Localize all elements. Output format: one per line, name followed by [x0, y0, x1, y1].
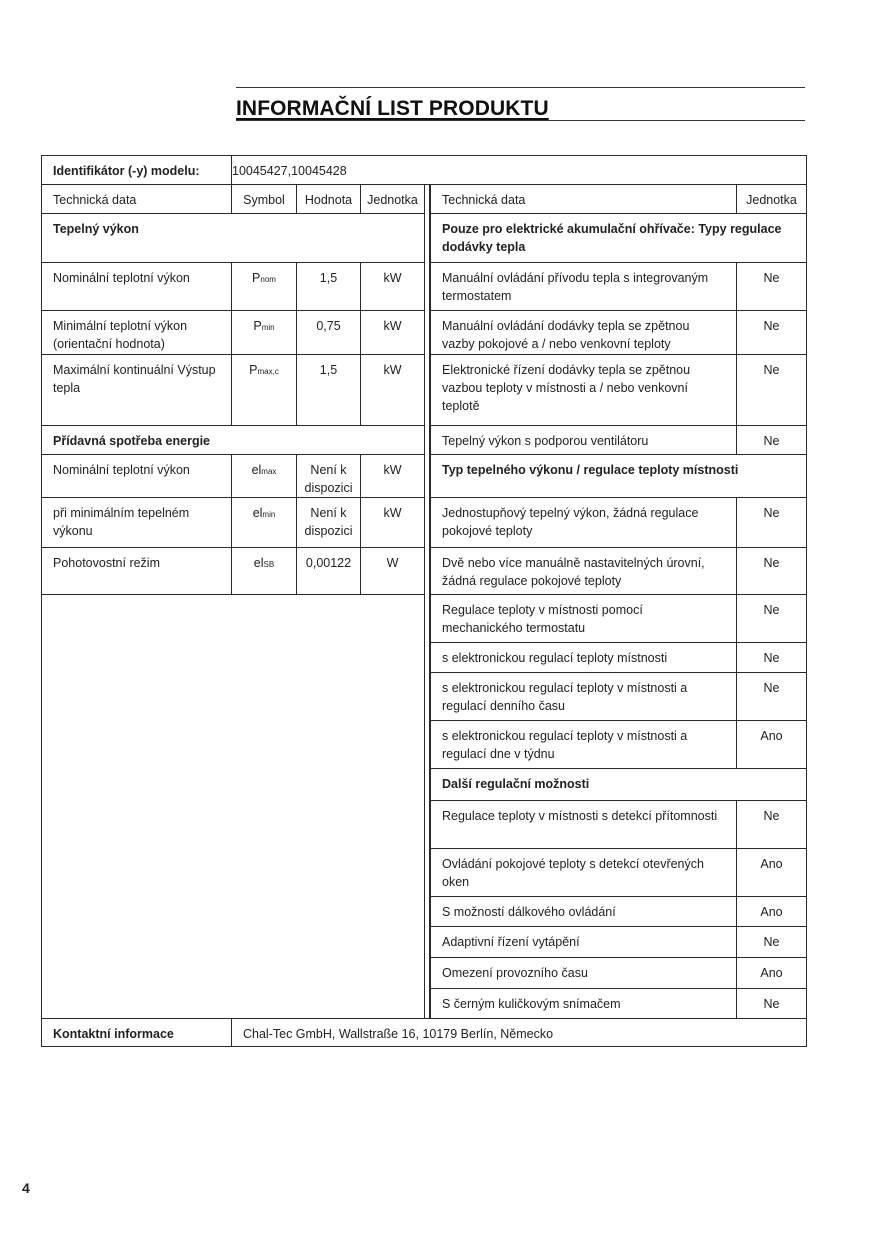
- header-right-tech-data: Technická data: [430, 184, 737, 214]
- row-value: Ne: [736, 672, 807, 721]
- row-value: Ne: [736, 425, 807, 455]
- row-label: Nominální teplotní výkon: [41, 454, 232, 498]
- row-value: Ne: [736, 354, 807, 426]
- row-value: Ne: [736, 497, 807, 548]
- row-value: Ne: [736, 926, 807, 958]
- symbol: P: [252, 271, 261, 285]
- symbol-subscript: max: [261, 467, 277, 476]
- row-label: Manuální ovládání přívodu tepla s integrovaným termostatem: [430, 262, 737, 311]
- row-label: Jednostupňový tepelný výkon, žádná regulace pokojové teploty: [430, 497, 737, 548]
- row-value: Ne: [736, 594, 807, 643]
- symbol-cell: [231, 262, 297, 311]
- symbol-cell: [231, 547, 297, 595]
- symbol-cell: [231, 310, 297, 355]
- title-rule: [236, 120, 805, 121]
- row-unit: kW: [360, 454, 425, 498]
- row-value: Ne: [736, 262, 807, 311]
- row-value: Ne: [736, 310, 807, 355]
- section-heading: Pouze pro elektrické akumulační ohřívače: Typy regulace dodávky tepla: [430, 213, 807, 263]
- row-label: Regulace teploty v místnosti s detekcí přítomnosti: [430, 800, 737, 849]
- symbol-subscript: SB: [263, 560, 275, 569]
- row-label: S možností dálkového ovládání: [430, 896, 737, 927]
- row-value: 0,75: [296, 310, 361, 355]
- page-title: INFORMAČNÍ LIST PRODUKTU: [236, 97, 549, 120]
- row-unit: kW: [360, 262, 425, 311]
- header-tech-data: Technická data: [41, 184, 232, 214]
- symbol: el: [251, 463, 262, 477]
- row-value: Ano: [736, 720, 807, 769]
- contact-value: Chal-Tec GmbH, Wallstraße 16, 10179 Berlín, Německo: [231, 1018, 807, 1047]
- row-label: Maximální kontinuální Výstup tepla: [41, 354, 232, 426]
- row-label: Nominální teplotní výkon: [41, 262, 232, 311]
- row-label: při minimálním tepelném výkonu: [41, 497, 232, 548]
- model-value: 10045427,10045428: [231, 155, 807, 185]
- header-unit: Jednotka: [360, 184, 425, 214]
- section-heading: Přídavná spotřeba energie: [41, 425, 425, 455]
- section-heading: Typ tepelného výkonu / regulace teploty místnosti: [430, 454, 807, 498]
- row-unit: W: [360, 547, 425, 595]
- row-value: 0,00122: [296, 547, 361, 595]
- row-label: Pohotovostní režim: [41, 547, 232, 595]
- row-value: 1,5: [296, 262, 361, 311]
- row-value: Ne: [736, 800, 807, 849]
- row-unit: kW: [360, 310, 425, 355]
- row-label: Regulace teploty v místnosti pomocí mechanického termostatu: [430, 594, 737, 643]
- row-label: Adaptivní řízení vytápění: [430, 926, 737, 958]
- row-unit: kW: [360, 354, 425, 426]
- blank-cell: [41, 594, 425, 1019]
- row-label: Omezení provozního času: [430, 957, 737, 989]
- contact-label: Kontaktní informace: [41, 1018, 232, 1047]
- section-heading: Další regulační možnosti: [430, 768, 807, 801]
- row-label: Ovládání pokojové teploty s detekcí otevřených oken: [430, 848, 737, 897]
- row-value: Ne: [736, 988, 807, 1019]
- row-value: Není k dispozici: [296, 497, 361, 548]
- symbol-cell: [231, 497, 297, 548]
- row-value: Ne: [736, 547, 807, 595]
- row-value: 1,5: [296, 354, 361, 426]
- symbol-subscript: min: [261, 323, 275, 332]
- symbol: el: [252, 506, 263, 520]
- row-value: Ano: [736, 848, 807, 897]
- symbol-subscript: max,c: [257, 367, 279, 376]
- section-heading: Tepelný výkon: [41, 213, 425, 263]
- symbol-subscript: min: [262, 510, 276, 519]
- symbol-cell: [231, 454, 297, 498]
- symbol: P: [253, 319, 262, 333]
- row-label: Minimální teplotní výkon (orientační hodnota): [41, 310, 232, 355]
- page-number: 4: [22, 1180, 30, 1196]
- model-label: Identifikátor (-y) modelu:: [41, 155, 232, 185]
- row-label: Tepelný výkon s podporou ventilátoru: [430, 425, 737, 455]
- row-value: Není k dispozici: [296, 454, 361, 498]
- double-divider: [424, 184, 430, 1018]
- row-value: Ano: [736, 896, 807, 927]
- row-label: S černým kuličkovým snímačem: [430, 988, 737, 1019]
- row-value: Ne: [736, 642, 807, 673]
- symbol: el: [253, 556, 264, 570]
- top-rule: [236, 87, 805, 88]
- header-right-unit: Jednotka: [736, 184, 807, 214]
- row-label: Manuální ovládání dodávky tepla se zpětnou vazby pokojové a / nebo venkovní teploty: [430, 310, 737, 355]
- symbol-cell: [231, 354, 297, 426]
- symbol: P: [249, 363, 258, 377]
- symbol-subscript: nom: [260, 275, 276, 284]
- row-label: s elektronickou regulací teploty místnosti: [430, 642, 737, 673]
- row-value: Ano: [736, 957, 807, 989]
- row-unit: kW: [360, 497, 425, 548]
- row-label: s elektronickou regulací teploty v místnosti a regulací dne v týdnu: [430, 720, 737, 769]
- header-value: Hodnota: [296, 184, 361, 214]
- row-label: s elektronickou regulací teploty v místnosti a regulací denního času: [430, 672, 737, 721]
- row-label: Elektronické řízení dodávky tepla se zpětnou vazbou teploty v místnosti a / nebo venkovní teplotě: [430, 354, 737, 426]
- row-label: Dvě nebo více manuálně nastavitelných úrovní, žádná regulace pokojové teploty: [430, 547, 737, 595]
- header-symbol: Symbol: [231, 184, 297, 214]
